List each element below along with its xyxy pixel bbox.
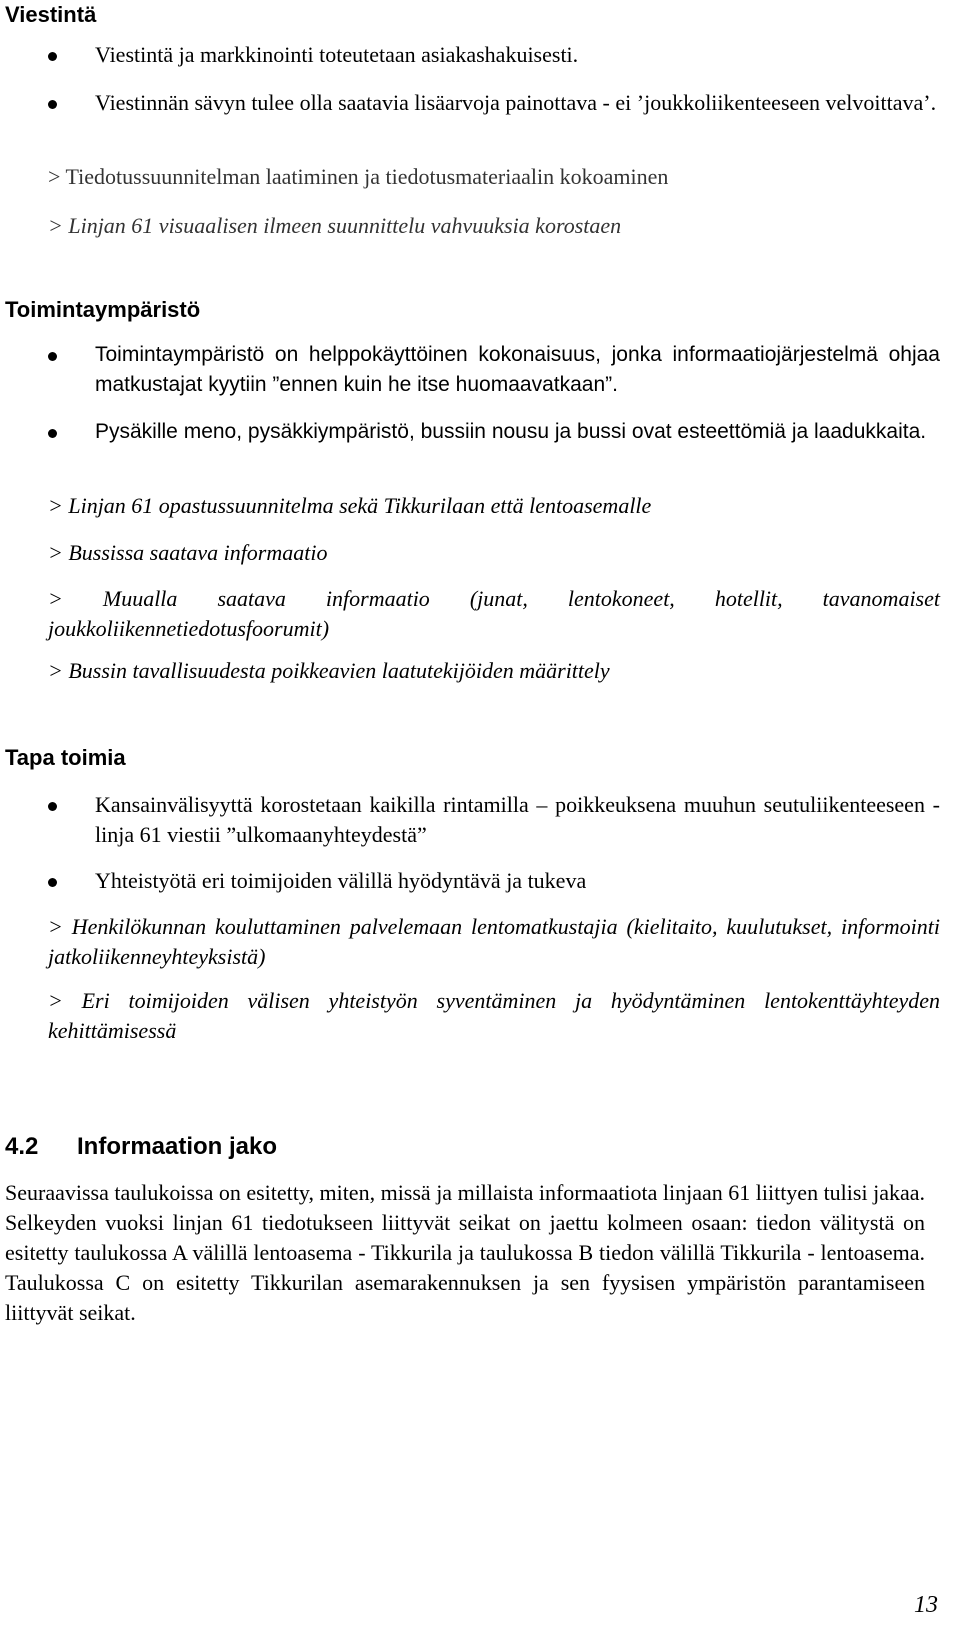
heading-tapa-toimia: Tapa toimia <box>5 745 126 770</box>
document-page: Viestintä Viestintä ja markkinointi toteutetaan asiakashakuisesti. Viestinnän sävyn tulee olla saatavia lisäarvoja painottava - ei ’joukkoliikenteeseen velvoittava’. > Tiedotussuunnitelman laatiminen ja tiedotusmateriaalin kokoaminen > Linjan 61 visuaalisen ilmeen suunnittelu vahvuuksia korostaen Toimintaympäristö Toimintaympäristö on helppokäyttöinen kokonaisuus, jonka informaatiojärjestelmä ohjaa matkustajat kyytiin ”ennen kuin he itse huomaavatkaan”. Pysäkille meno, pysäkkiympäristö, bussiin nousu ja bussi ovat esteettömiä ja laadukkaita. > Linjan 61 opastussuunnitelma sekä Tikkurilaan että lentoasemalle > Bussissa saatava informaatio > Muualla saatava informaatio (junat, lentokoneet, hotellit, tavanomaiset joukkoliikennetiedotusfoorumit) > Bussin tavallisuudesta poikkeavien laatutekijöiden määrittely Tapa toimia Kansainvälisyyttä korostetaan kaikilla rintamilla – poikkeuksena muuhun seutuliikenteeseen - linja 61 viestii ”ulkomaanyhteydestä” Yhteistyötä eri toimijoiden välillä hyödyntävä ja tukeva > Henkilökunnan kouluttaminen palvelemaan lentomatkustajia (kielitaito, kuulutukset, informointi jatkoliikenneyhteyksistä) > Eri toimijoiden välisen yhteistyön syventäminen ja hyödyntäminen lentokenttäyhteyden kehittämisessä 4.2 Informaation jako Seuraavissa taulukoissa on esitetty, miten, missä ja millaista informaatiota linjaan 61 liittyen tulisi jakaa. Selkeyden vuoksi linjan 61 tiedotukseen liittyvät seikat on jaettu kolmeen osaan: tiedon välitystä on esitetty taulukossa A välillä lentoasema - Tikkurila ja taulukossa B tiedon välillä Tikkurila - lentoasema. Taulukossa C on esitetty Tikkurilan asemarakennuksen ja sen fyysisen ympäristön parantamiseen liittyvät seikat. 13 <box>5 2 940 1618</box>
section-number: 4.2 <box>5 1133 39 1160</box>
bullet-icon <box>48 802 57 811</box>
action-item: > Henkilökunnan kouluttaminen palvelemaan lentomatkustajia (kielitaito, kuulutukset, informointi jatkoliikenneyhteyksistä) <box>48 914 940 969</box>
bullet-icon <box>48 878 57 887</box>
action-item: > Eri toimijoiden välisen yhteistyön syventäminen ja hyödyntäminen lentokenttäyhteyden kehittämisessä <box>48 988 940 1043</box>
action-item: > Bussin tavallisuudesta poikkeavien laatutekijöiden määrittely <box>48 658 610 683</box>
action-item: > Linjan 61 visuaalisen ilmeen suunnittelu vahvuuksia korostaen <box>48 213 622 238</box>
bullet-icon <box>48 429 57 438</box>
bullet-icon <box>48 52 57 61</box>
section-heading <box>5 1133 277 1161</box>
action-item: > Linjan 61 opastussuunnitelma sekä Tikkurilaan että lentoasemalle <box>48 493 652 518</box>
section-paragraph: Seuraavissa taulukoissa on esitetty, miten, missä ja millaista informaatiota linjaan 61 liittyen tulisi jakaa. Selkeyden vuoksi linjan 61 tiedotukseen liittyvät seikat on jaettu kolmeen osaan: tiedon välitystä on esitetty taulukossa A välillä lentoasema - Tikkurila ja taulukossa B tiedon välillä Tikkurila - lentoasema. Taulukossa C on esitetty Tikkurilan asemarakennuksen ja sen fyysisen ympäristön parantamiseen liittyvät seikat. <box>5 1180 925 1325</box>
action-item: > Muualla saatava informaatio (junat, lentokoneet, hotellit, tavanomaiset joukkoliikennetiedotusfoorumit) <box>48 586 940 641</box>
heading-viestinta: Viestintä <box>5 2 97 27</box>
heading-toimintaymparisto: Toimintaympäristö <box>5 297 201 322</box>
bullet-icon <box>48 100 57 109</box>
action-item: > Bussissa saatava informaatio <box>48 540 328 565</box>
page-number: 13 <box>914 1592 938 1618</box>
bullet-icon <box>48 352 57 361</box>
section-title: Informaation jako <box>77 1133 278 1160</box>
action-item: > Tiedotussuunnitelman laatiminen ja tiedotusmateriaalin kokoaminen <box>48 164 669 189</box>
